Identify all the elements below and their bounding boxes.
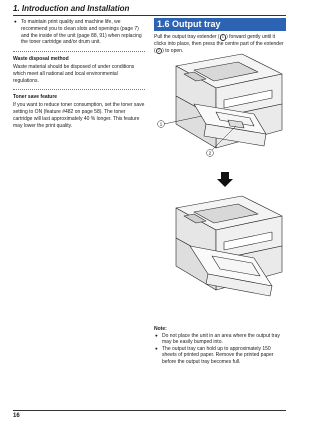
toner-text: If you want to reduce toner consumption, set the toner save setting to ON (feature #482 on page 58). The toner cartridge will last approximately 40 % longer. This feature may lower the print quality. bbox=[13, 102, 145, 129]
toner-heading: Toner save feature bbox=[13, 94, 58, 101]
notes-heading: Note: bbox=[154, 326, 167, 332]
section-title: 1.6 Output tray bbox=[154, 18, 286, 31]
note-item bbox=[154, 346, 286, 366]
down-arrow-icon bbox=[217, 172, 233, 187]
intro-text-2: ) forward gently until it clicks into place, then press the centre part of the extender ( bbox=[154, 34, 284, 54]
bullet-marker: ● bbox=[155, 332, 158, 338]
callout-marker-1 bbox=[158, 121, 165, 128]
notes-block bbox=[154, 326, 286, 366]
svg-text:2: 2 bbox=[208, 150, 212, 156]
printer-lower-drawing bbox=[176, 196, 282, 296]
output-tray-illustration bbox=[154, 0, 300, 330]
note-text: The output tray can hold up to approximately 150 sheets of printed paper. Remove the printed paper before the output tray becomes full. bbox=[162, 345, 274, 365]
footer-divider bbox=[13, 410, 286, 411]
bullet-marker: ● bbox=[14, 19, 17, 24]
waste-text: Waste material should be disposed of under conditions which meet all national and local environmental regulations. bbox=[13, 63, 135, 84]
note-text: Do not place the unit in an area where the output tray may be easily bumped into. bbox=[162, 332, 280, 346]
printer-upper-drawing bbox=[176, 54, 282, 148]
left-column bbox=[13, 19, 145, 129]
note-item bbox=[154, 333, 286, 346]
marker-1-ref: 1 bbox=[220, 34, 227, 41]
maintenance-bullet bbox=[13, 19, 145, 46]
page-number: 16 bbox=[13, 413, 20, 419]
section-separator bbox=[13, 89, 145, 90]
maintenance-text: To maintain print quality and machine life, we recommend you to clean slots and openings (page 7) and the inside of the unit (page 88, 91) when replacing the toner cartridge and/or drum unit. bbox=[21, 19, 142, 46]
waste-heading: Waste disposal method bbox=[13, 56, 69, 63]
section-separator bbox=[13, 51, 145, 52]
intro-text-1: Pull the output tray extender ( bbox=[154, 34, 220, 40]
intro-text-3: ) to open. bbox=[162, 47, 184, 54]
marker-2-ref: 2 bbox=[156, 48, 163, 55]
chapter-header: 1. Introduction and Installation bbox=[13, 4, 130, 13]
callout-marker-2 bbox=[207, 150, 214, 157]
bullet-marker: ● bbox=[155, 345, 158, 351]
svg-text:1: 1 bbox=[159, 121, 163, 127]
